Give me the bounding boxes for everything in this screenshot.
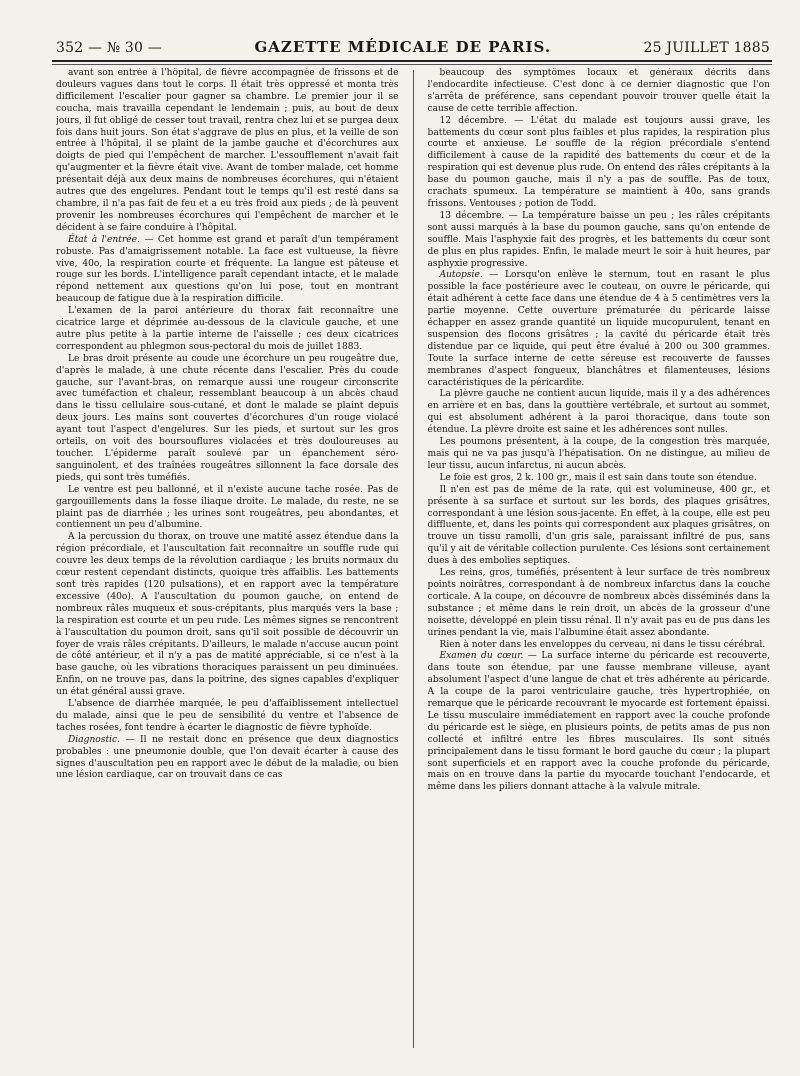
paragraph <box>428 651 771 794</box>
right-column <box>428 68 771 1050</box>
paragraph <box>428 437 771 473</box>
paragraph-text: avant son entrée à l'hôpital, de fièvre accompagnée de frissons et de douleurs vagues dans tout le corps. Il était très oppressé et monta très difficilement l'escalier pour gagner sa chambre. Le premier jour il se coucha, mais travailla cependant le lendemain ; puis, au bout de deux jours, il fut obligé de cesser tout travail, rentra chez lui et se purgea deux fois dans huit jours. Son état s'aggrave de plus en plus, et la veille de son entrée à l'hôpital, il se plaint de la jambe gauche et d'écorchures aux doigts de pied qui l'empêchent de marcher. L'essoufflement n'avait fait qu'augmenter et la fièvre était vive. Avant de tomber malade, cet homme présentait déjà aux deux mains de nombreuses écorchures, qui n'étaient autres que des engelures. Pendant tout le temps qu'il est resté dans sa chambre, il n'a pas fait de feu et a eu très froid aux pieds ; de là peuvent provenir les nombreuses écorchures qui l'empêchent de marcher et le décident à se faire conduire à l'hôpital. <box>56 68 399 233</box>
paragraph <box>428 211 771 271</box>
paragraph <box>428 389 771 437</box>
header-rule-thin <box>52 64 772 65</box>
paragraph-text: Les poumons présentent, à la coupe, de la congestion très marquée, mais qui ne va pas jusqu'à l'hépatisation. On ne distingue, au milieu de leur tissu, aucun infarctus, ni aucun abcès. <box>427 437 770 471</box>
paragraph <box>428 116 771 211</box>
paragraph <box>56 735 399 783</box>
paragraph <box>56 354 399 485</box>
section-lead: Diagnostic. <box>68 734 120 745</box>
paragraph <box>428 270 771 389</box>
paragraph-text: Le ventre est peu ballonné, et il n'existe aucune tache rosée. Pas de gargouillements dans la fosse iliaque droite. Le malade, du reste, ne se plaint pas de diarrhée ; les urines sont rougeâtres, peu abondantes, et contiennent un peu d'albumine. <box>56 484 399 531</box>
paragraph-text: beaucoup des symptômes locaux et généraux décrits dans l'endocardite infectieuse. C'est donc à ce dernier diagnostic que l'on s'arrêta de préférence, sans cependant pouvoir trouver quelle était la cause de cette terrible affection. <box>427 68 770 114</box>
paragraph <box>428 485 771 568</box>
paragraph-text: Le bras droit présente au coude une écorchure un peu rougeâtre due, d'après le malade, à une chute récente dans l'escalier. Près du coude gauche, sur l'avant-bras, on remarque aussi une rougeur circonscrite avec tuméfaction et chaleur, ressemblant beaucoup à un abcès chaud dans le tissu cellulaire sous-cutané, et dont le malade se plaint depuis deux jours. Les mains sont couvertes d'écorchures d'un rouge violacé ayant tout l'aspect d'engelures. Sur les pieds, et surtout sur les gros orteils, on voit des boursouflures violacées et très douloureuses au toucher. L'épiderme paraît soulevé par un épanchement séro-sanguinolent, et des traînées rougeâtres sillonnent la face dorsale des pieds, qui sont très tuméfiés. <box>56 353 399 483</box>
paragraph-text: L'absence de diarrhée marquée, le peu d'affaiblissement intellectuel du malade, ainsi que le peu de sensibilité du ventre et l'absence de taches rosées, font tendre à écarter le diagnostic de fièvre typhoïde. <box>56 699 399 733</box>
header-rule <box>52 60 772 62</box>
article-body <box>56 68 770 1050</box>
paragraph <box>56 306 399 354</box>
paragraph-text: Rien à noter dans les enveloppes du cerveau, ni dans le tissu cérébral. <box>439 639 766 650</box>
paragraph-text: Le foie est gros, 2 k. 100 gr., mais il est sain dans toute son étendue. <box>439 472 757 483</box>
paragraph-text: L'examen de la paroi antérieure du thorax fait reconnaître une cicatrice large et déprimée au-dessous de la clavicule gauche, et une autre plus petite à la partie interne de l'aisselle ; ces deux cicatrices correspondent au phlegmon sous-pectoral du mois de juillet 1883. <box>56 306 399 352</box>
paragraph <box>56 532 399 699</box>
column-divider <box>413 70 414 1048</box>
section-lead: Examen du cœur. <box>439 651 524 662</box>
paragraph-text: Il n'en est pas de même de la rate, qui est volumineuse, 400 gr., et présente à sa surface et surtout sur les bords, des plaques grisâtres, correspondant à une lésion sous-jacente. En effet, à la coupe, elle est peu diffluente, et, dans les points qui correspondent aux plaques grisâtres, on trouve un tissu ramolli, d'un gris sale, paraissant infiltré de pus, sans qu'il y ait de véritable collection purulente. Ces lésions sont certainement dues à des embolies septiques. <box>427 484 770 567</box>
paragraph-text: A la percussion du thorax, on trouve une matité assez étendue dans la région précordiale, et l'auscultation fait reconnaître un souffle rude qui couvre les deux temps de la révolution cardiaque ; les bruits normaux du cœur restent cependant distincts, quoique très affaiblis. Les battements sont très rapides (120 pulsations), et en rapport avec la température excessive (40o). A l'auscultation du poumon gauche, on entend de nombreux râles muqueux et sous-crépitants, plus marqués vers la base ; la respiration est courte et un peu rude. Les mêmes signes se rencontrent à l'auscultation du poumon droit, sans qu'il soit possible de découvrir un foyer de vrais râles crépitants. D'ailleurs, le malade n'accuse aucun point de côté antérieur, et il n'y a pas de matité appréciable, si ce n'est à la base gauche, où les vibrations thoraciques paraissent un peu diminuées. Enfin, on ne trouve pas, dans la poitrine, des signes capables d'expliquer un état général aussi grave. <box>56 532 399 698</box>
issue-date: 25 JUILLET 1885 <box>643 40 770 56</box>
paragraph-text: La plèvre gauche ne contient aucun liquide, mais il y a des adhérences en arrière et en bas, dans la gouttière vertébrale, et surtout au sommet, qui est absolument adhérent à la paroi thoracique, dans toute son étendue. La plèvre droite est saine et les adhérences sont nulles. <box>427 389 770 436</box>
paragraph <box>56 485 399 533</box>
paragraph-text: — Lorsqu'on enlève le sternum, tout en rasant le plus possible la face postérieure avec le couteau, on ouvre le péricarde, qui était adhérent à cette face dans une étendue de 4 à 5 centimètres vers la partie moyenne. Cette ouverture prématurée du péricarde laisse échapper en assez grande quantité un liquide mucopurulent, tenant en suspension des flocons grisâtres ; la cavité du péricarde était très distendue par ce liquide, qui peut être évalué à 200 ou 300 grammes. Toute la surface interne de cette séreuse est recouverte de fausses membranes d'aspect fongueux, blanchâtres et filamenteuses, lésions caractéristiques de la péricardite. <box>427 270 770 388</box>
paragraph <box>56 68 399 235</box>
paragraph <box>56 235 399 306</box>
paragraph-text: Les reins, gros, tuméfiés, présentent à leur surface de très nombreux points noirâtres, correspondant à de nombreux infarctus dans la couche corticale. A la coupe, on découvre de nombreux abcès disséminés dans la substance ; et même dans le rein droit, un abcès de la grosseur d'une noisette, développé en plein tissu rénal. Il n'y avait pas eu de pus dans les urines pendant la vie, mais l'albumine était assez abondante. <box>427 568 770 638</box>
paragraph <box>56 699 399 735</box>
section-lead: Autopsie. <box>439 270 483 281</box>
paragraph-text: — Cet homme est grand et paraît d'un tempérament robuste. Pas d'amaigrissement notable. La face est vultueuse, la fièvre vive, 40o, la respiration courte et fréquente. La langue est pâteuse et rouge sur les bords. L'intelligence paraît cependant intacte, et le malade répond nettement aux questions qu'on lui pose, tout en montrant beaucoup de fatigue due à la respiration difficile. <box>56 234 399 305</box>
paragraph-text: 13 décembre. — La température baisse un peu ; les râles crépitants sont aussi marqués à la base du poumon gauche, sans qu'on entende de souffle. Mais l'asphyxie fait des progrès, et les battements du cœur sont de plus en plus rapides. Enfin, le malade meurt le soir à huit heures, par asphyxie progressive. <box>427 210 770 269</box>
paragraph <box>428 473 771 485</box>
left-column <box>56 68 399 1050</box>
journal-title: GAZETTE MÉDICALE DE PARIS. <box>254 38 552 56</box>
page-header <box>56 26 770 56</box>
paragraph-text: — Il ne restait donc en présence que deux diagnostics probables : une pneumonie double, que l'on devait écarter à cause des signes d'auscultation peu en rapport avec le début de la maladie, ou bien une lésion cardiaque, car on trouvait dans ce cas <box>56 734 399 781</box>
paragraph-text: 12 décembre. — L'état du malade est toujours aussi grave, les battements du cœur sont plus faibles et plus rapides, la respiration plus courte et anxieuse. Le souffle de la région précordiale s'entend difficilement à cause de la rapidité des battements du cœur et de la respiration qui est devenue plus rude. On entend des râles crépitants à la base du poumon gauche, mais il n'y a pas de souffle. Pas de toux, crachats spumeux. La température se maintient à 40o, sans grands frissons. Ventouses ; potion de Todd. <box>427 115 770 209</box>
page-number: 352 — № 30 — <box>56 40 162 56</box>
paragraph <box>428 640 771 652</box>
paragraph <box>428 568 771 639</box>
paragraph-text: — La surface interne du péricarde est recouverte, dans toute son étendue, par une fausse membrane villeuse, ayant absolument l'aspect d'une langue de chat et très adhérente au péricarde. A la coupe de la paroi ventriculaire gauche, très hypertrophiée, on remarque que le péricarde recouvrant le myocarde est fortement épaissi. Le tissu musculaire immédiatement en rapport avec la couche profonde du péricarde est le siège, en plusieurs points, de petits amas de pus non collecté et infiltré entre les fibres musculaires. Ils sont situés principalement dans le tissu formant le bord gauche du cœur ; la plupart sont superficiels et en rapport avec la couche profonde du péricarde, mais on en trouve dans la partie du myocarde touchant l'endocarde, et même dans les piliers donnant attache à la valvule mitrale. <box>427 651 770 793</box>
paragraph <box>428 68 771 116</box>
section-lead: État à l'entrée. <box>68 234 140 245</box>
